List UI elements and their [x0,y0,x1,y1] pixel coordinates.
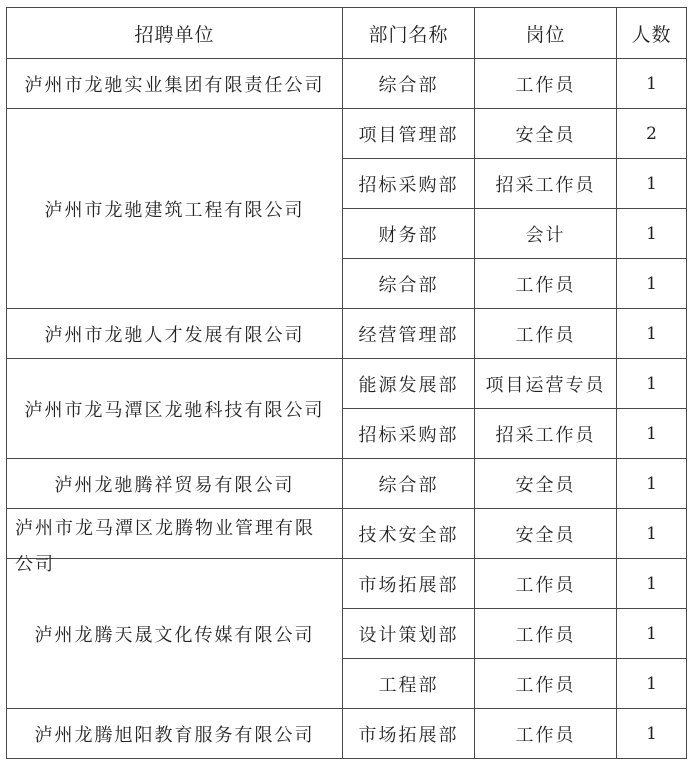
unit-cell: 泸州龙腾旭阳教育服务有限公司 [7,709,343,759]
count-cell: 1 [617,559,687,609]
unit-text: 泸州市龙马潭区龙腾物业管理有限公司 [15,518,315,575]
post-cell: 工作员 [475,59,617,109]
post-cell: 招采工作员 [475,409,617,459]
recruitment-table-container [6,7,687,759]
post-cell: 工作员 [475,259,617,309]
table-header-row [7,8,687,59]
table-row [7,59,687,109]
count-cell: 1 [617,609,687,659]
dept-cell: 能源发展部 [343,359,475,409]
count-cell: 1 [617,309,687,359]
post-cell: 项目运营专员 [475,359,617,409]
unit-cell: 泸州市龙马潭区龙驰科技有限公司 [7,359,343,459]
table-row [7,509,687,559]
table-row [7,109,687,159]
header-unit: 招聘单位 [7,8,343,59]
header-dept: 部门名称 [343,8,475,59]
dept-cell: 设计策划部 [343,609,475,659]
count-cell: 1 [617,259,687,309]
table-row [7,459,687,509]
count-cell: 1 [617,159,687,209]
count-cell: 1 [617,359,687,409]
unit-cell: 泸州龙驰腾祥贸易有限公司 [7,459,343,509]
dept-cell: 项目管理部 [343,109,475,159]
post-cell: 工作员 [475,609,617,659]
table-row [7,559,687,609]
table-row [7,359,687,409]
count-cell: 2 [617,109,687,159]
post-cell: 工作员 [475,659,617,709]
count-cell: 1 [617,209,687,259]
dept-cell: 市场拓展部 [343,559,475,609]
post-cell: 安全员 [475,509,617,559]
unit-cell: 泸州市龙驰建筑工程有限公司 [7,109,343,309]
count-cell: 1 [617,59,687,109]
unit-cell: 泸州龙腾天晟文化传媒有限公司 [7,559,343,709]
post-cell: 工作员 [475,309,617,359]
dept-cell: 经营管理部 [343,309,475,359]
dept-cell: 财务部 [343,209,475,259]
table-row [7,709,687,759]
dept-cell: 综合部 [343,259,475,309]
dept-cell: 综合部 [343,459,475,509]
count-cell: 1 [617,509,687,559]
post-cell: 工作员 [475,709,617,759]
dept-cell: 综合部 [343,59,475,109]
unit-cell-clipped [7,509,343,575]
dept-cell: 招标采购部 [343,409,475,459]
count-cell: 1 [617,409,687,459]
post-cell: 安全员 [475,459,617,509]
post-cell: 安全员 [475,109,617,159]
dept-cell: 招标采购部 [343,159,475,209]
count-cell: 1 [617,659,687,709]
unit-cell: 泸州市龙驰人才发展有限公司 [7,309,343,359]
unit-cell: 泸州市龙驰实业集团有限责任公司 [7,59,343,109]
count-cell: 1 [617,709,687,759]
post-cell: 招采工作员 [475,159,617,209]
header-post: 岗位 [475,8,617,59]
dept-cell: 工程部 [343,659,475,709]
recruitment-table [6,7,687,759]
dept-cell: 技术安全部 [343,509,475,559]
table-row [7,309,687,359]
header-count: 人数 [617,8,687,59]
post-cell: 工作员 [475,559,617,609]
post-cell: 会计 [475,209,617,259]
dept-cell: 市场拓展部 [343,709,475,759]
count-cell: 1 [617,459,687,509]
